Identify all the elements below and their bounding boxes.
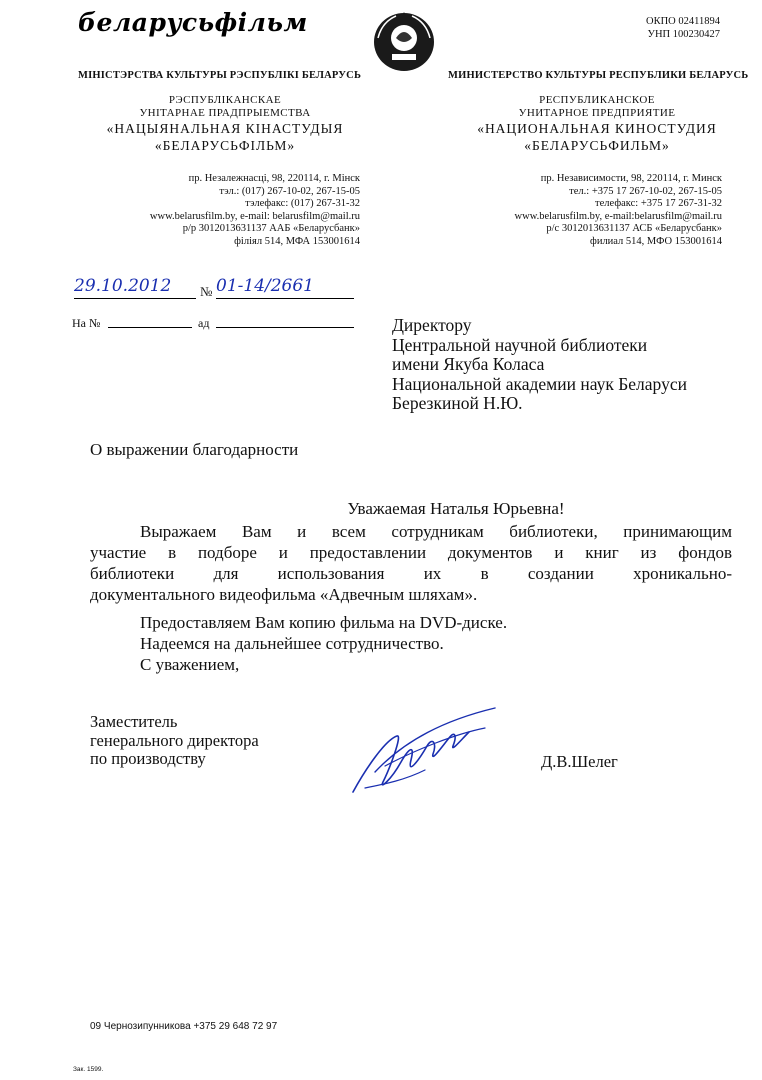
contact-line: филиал 514, МФО 153001614 [590,235,722,247]
body-paragraph-rest [90,612,732,675]
body-line: Надеемся на дальнейшее сотрудничество. [140,634,444,653]
reg-number-field [216,276,354,299]
ministry-ru: МИНИСТЕРСТВО КУЛЬТУРЫ РЕСПУБЛИКИ БЕЛАРУСЬ [448,70,749,81]
org-line: «БЕЛАРУСЬФИЛЬМ» [524,138,670,153]
body-line: документального видеофильма «Адвечным шляхам». [90,585,478,604]
addressee-line: имени Якуба Коласа [392,354,545,374]
executor-note: 09 Чернозипунникова +375 29 648 72 97 [90,1021,278,1032]
addressee-line: Национальной академии наук Беларуси [392,373,687,394]
contact-line: тел.: +375 17 267-10-02, 267-15-05 [569,185,722,197]
body-paragraph-1 [90,521,732,605]
unp-code: УНП 100230427 [647,28,720,40]
contacts-ru [420,173,722,248]
ref-date-label: ад [198,316,210,330]
contact-line: тэл.: (017) 267-10-02, 267-15-05 [219,185,360,197]
signatory-name: Д.В.Шелег [541,752,618,771]
org-line: УНІТАРНАЕ ПРАДПРЫЕМСТВА [139,107,311,119]
handwritten-signature-icon [345,700,505,800]
org-line: РЕСПУБЛИКАНСКОЕ [539,94,655,106]
addressee-line: Директору [392,315,472,335]
contact-line: р/с 3012013631137 АСБ «Беларусбанк» [546,223,722,234]
org-name-ru [452,94,742,154]
contact-line: пр. Незалежнасці, 98, 220114, г. Мінск [188,173,360,184]
org-line: УНИТАРНОЕ ПРЕДПРИЯТИЕ [518,107,676,119]
reg-date-field [74,276,196,299]
reg-no-label: № [200,284,213,299]
addressee-line: Березкиной Н.Ю. [392,393,523,413]
body-line: Предоставляем Вам копию фильма на DVD-диске. [140,613,508,632]
ref-no-label: На № [72,316,101,330]
contact-line: р/р 3012013631137 ААБ «Беларусбанк» [182,223,360,234]
org-line: «НАЦЫЯНАЛЬНАЯ КІНАСТУДЫЯ [106,121,344,136]
org-name-be [80,94,370,154]
addressee-block [392,316,687,414]
belarusfilm-logo: беларусьфільм [78,8,308,37]
body-line: Выражаем Вам и всем сотрудникам библиотеки, принимающим [140,522,732,541]
contact-line: телефакс: +375 17 267-31-32 [595,198,722,209]
body-line: участие в подборе и предоставлении документов и книг из фондов [90,543,732,562]
reg-number: 01-14/2661 [216,276,314,296]
ref-no-line [108,327,192,328]
okpo-code: ОКПО 02411894 [646,16,720,27]
contact-line: філіял 514, МФА 153001614 [234,235,360,247]
print-order-note: Зак. 1599. [73,1066,104,1073]
signatory-title-line: Заместитель [90,712,178,731]
ministry-be: МІНІСТЭРСТВА КУЛЬТУРЫ РЭСПУБЛІКІ БЕЛАРУСЬ [78,70,362,81]
contact-line: www.belarusfilm.by, e-mail:belarusfilm@mail.ru [514,210,722,222]
signatory-title [90,713,259,769]
contacts-be [60,173,360,248]
org-line: «БЕЛАРУСЬФІЛЬМ» [154,138,296,153]
org-codes [646,16,720,41]
contact-line: www.belarusfilm.by, e-mail: belarusfilm@mail.ru [149,210,360,222]
ref-date-line [216,327,354,328]
letter-subject: О выражении благодарности [90,440,299,459]
signatory-title-line: генерального директора [90,730,259,750]
contact-line: тэлефакс: (017) 267-31-32 [245,198,360,209]
contact-line: пр. Независимости, 98, 220114, г. Минск [540,173,722,184]
body-line: библиотеки для использования их в создании хроникально- [90,564,732,583]
addressee-line: Центральной научной библиотеки [392,334,648,355]
org-line: РЭСПУБЛІКАНСКАЕ [168,94,282,106]
closing: С уважением, [140,655,240,674]
state-emblem-icon [368,8,440,74]
org-line: «НАЦИОНАЛЬНАЯ КИНОСТУДИЯ [477,121,717,136]
reg-date: 29.10.2012 [74,276,172,296]
signatory-title-line: по производству [90,749,206,768]
greeting: Уважаемая Наталья Юрьевна! [347,499,565,518]
